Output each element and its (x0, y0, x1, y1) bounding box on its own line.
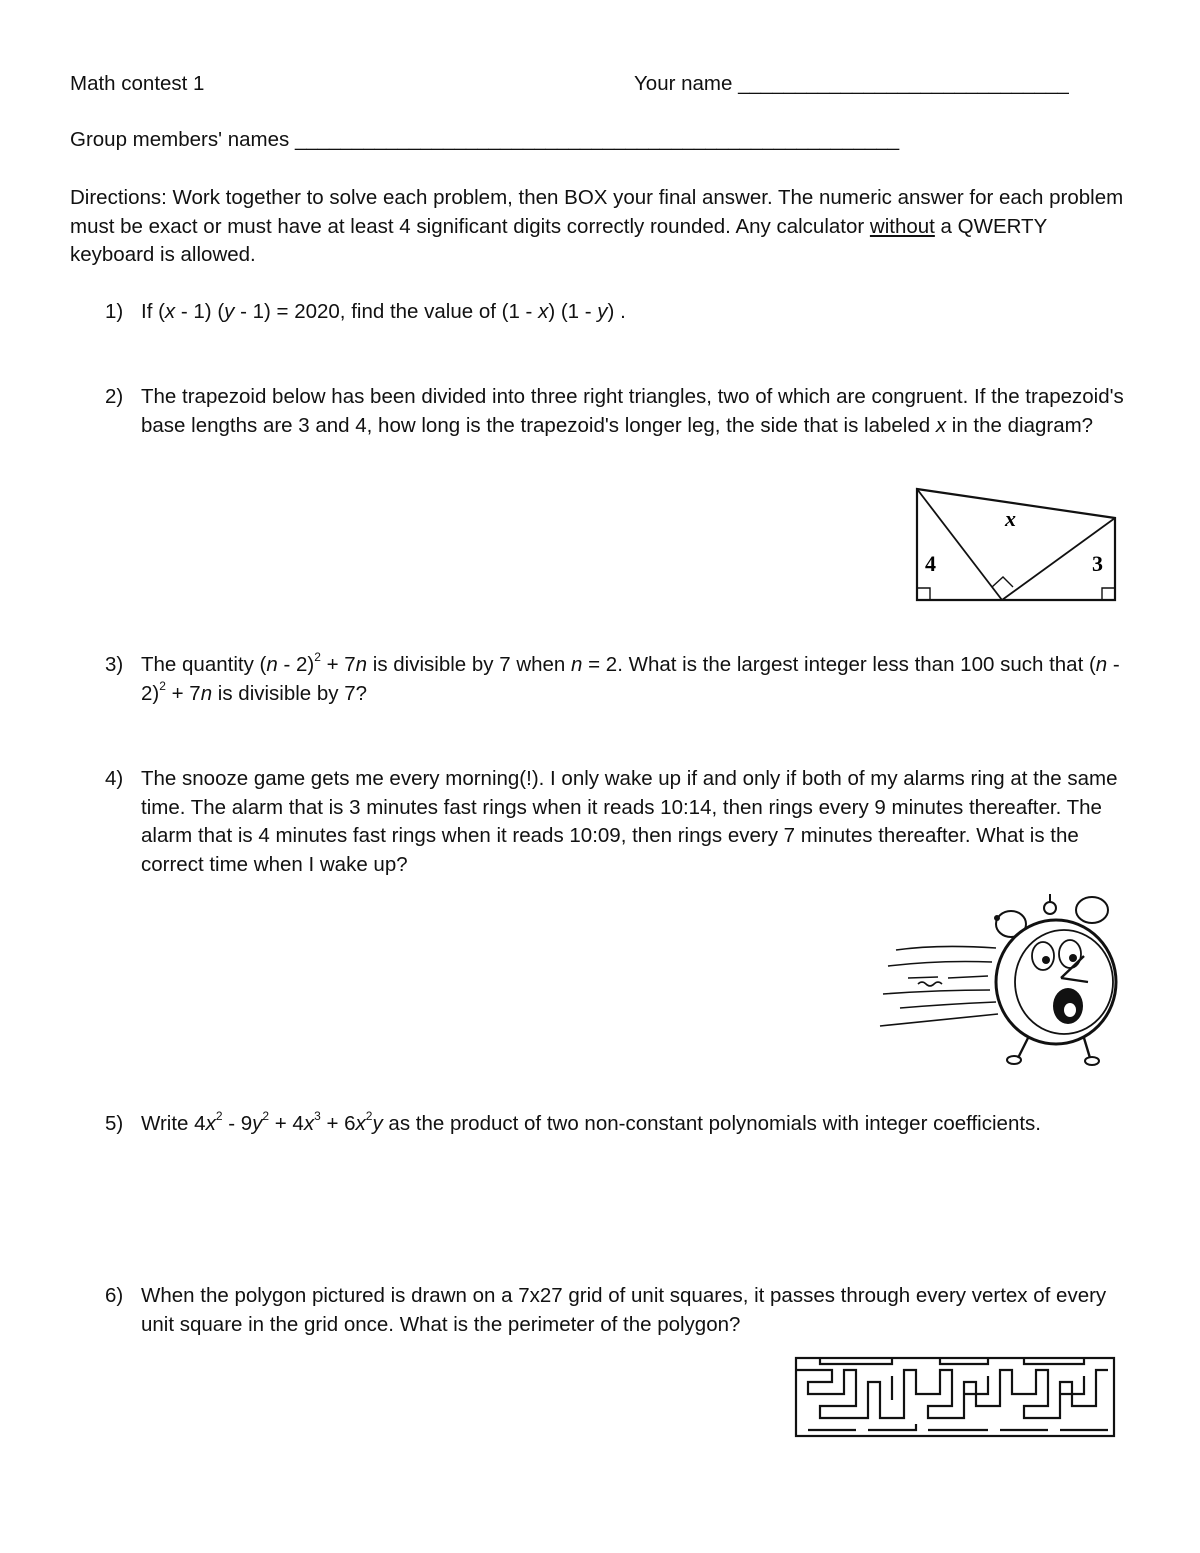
directions-text-1: Directions: Work together to solve each problem, then BOX your final answer. The numeric answer for each problem must be exact or must have at least 4 significant digits correctly rounded. Any calculator (70, 186, 1124, 238)
problem-text: The quantity (n - 2)$^2$ + 7n is divisible by 7 when n = 2. What is the largest integer less than 100 such that (n - 2)$^2$ + 7n is divisible by 7? (141, 650, 1120, 705)
directions-underlined: without (869, 214, 935, 238)
group-members-label: Group members' names (70, 128, 290, 151)
problem-6 (105, 1282, 1125, 1339)
problem-text: Write $4x^2 - 9y^2 + 4x^3 + 6x^2y$ as the product of two non-constant polynomials with integer coefficients. (141, 1109, 1041, 1135)
problem-number: 5) (105, 1112, 124, 1135)
directions (70, 184, 1130, 270)
group-members-field[interactable] (70, 126, 899, 155)
directions-text-2: a QWERTY keyboard is allowed. (70, 214, 1047, 266)
problem-text: If (x - 1) (y - 1) = 2020, find the value of (1 - x) (1 - y) . (141, 300, 626, 323)
problem-3 (105, 651, 1125, 708)
label-3: 3 (1092, 551, 1103, 576)
label-4: 4 (925, 551, 936, 576)
problem-4 (105, 765, 1125, 879)
trapezoid-diagram (912, 484, 1122, 606)
your-name-line: _____________________________ (738, 72, 1069, 95)
problem-5 (105, 1110, 1125, 1139)
problem-text: The snooze game gets me every morning(!). I only wake up if and only if both of my alarms ring at the same time. The alarm that is 3 minutes fast rings when it reads 10:14, then rings every 9 minutes thereafter. The alarm that is 4 minutes fast rings when it reads 10:09, then rings every 7 minutes thereafter. What is the correct time when I wake up? (141, 767, 1118, 876)
running-alarm-clock-icon (878, 886, 1123, 1068)
group-members-line: _____________________________________________________ (294, 128, 900, 151)
problem-number: 4) (105, 767, 124, 790)
problem-number: 2) (105, 385, 124, 408)
problem-number: 1) (105, 300, 124, 323)
contest-title: Math contest 1 (70, 72, 205, 95)
problem-text: The trapezoid below has been divided into three right triangles, two of which are congruent. If the trapezoid's base lengths are 3 and 4, how long is the trapezoid's longer leg, the side that is labeled x in the diagram? (141, 385, 1124, 437)
your-name-field[interactable] (634, 70, 1069, 99)
problem-number: 6) (105, 1284, 124, 1307)
problem-2 (105, 383, 1125, 440)
grid-polygon-diagram (792, 1354, 1118, 1440)
problem-text: When the polygon pictured is drawn on a 7x27 grid of unit squares, it passes through every vertex of every unit square in the grid once. What is the perimeter of the polygon? (141, 1284, 1107, 1336)
problem-number: 3) (105, 653, 124, 676)
label-x: x (1005, 506, 1016, 531)
problem-1 (105, 298, 1125, 327)
your-name-label: Your name (634, 72, 733, 95)
